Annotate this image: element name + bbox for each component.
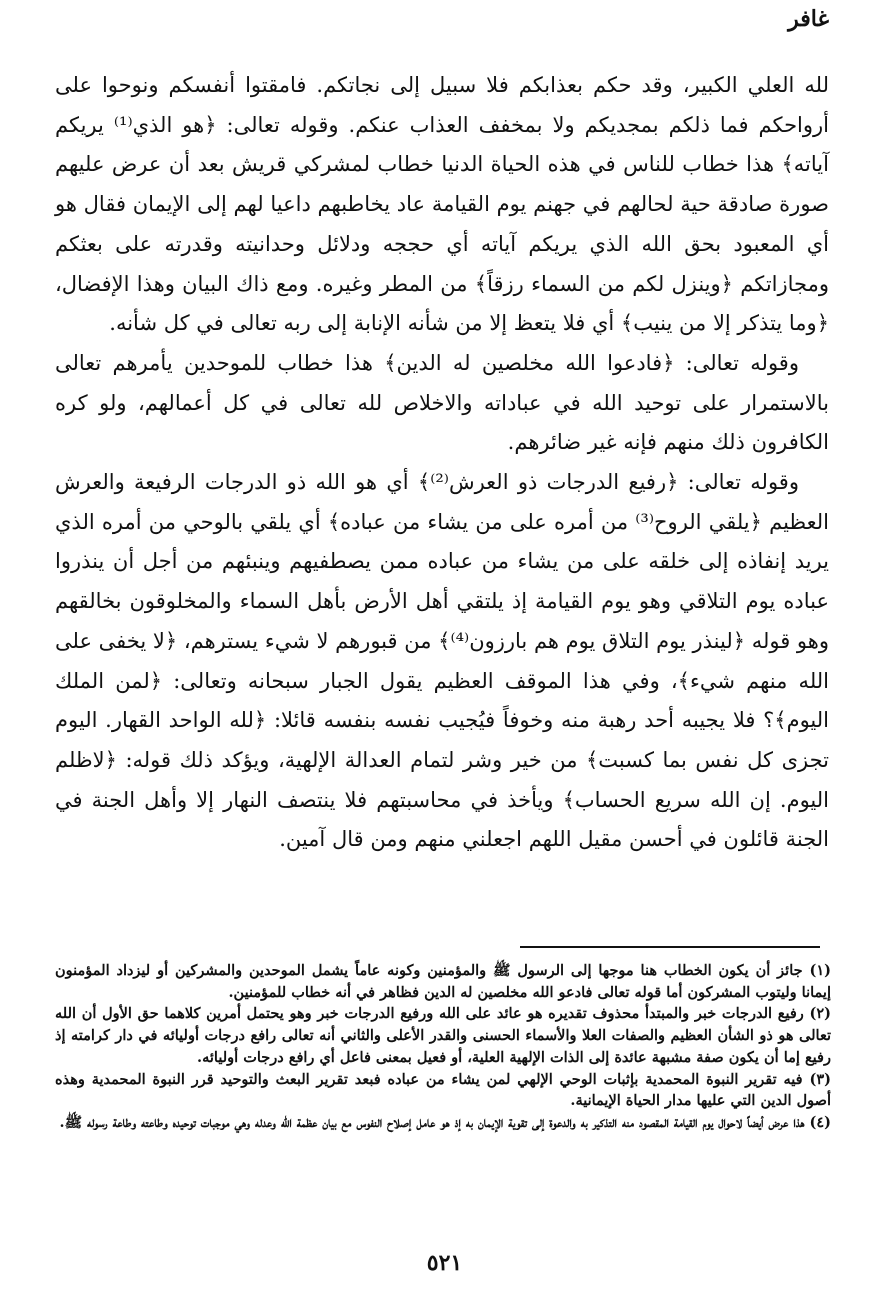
main-text [55,66,829,860]
page-number: ٥٢١ [426,1250,463,1276]
footnote-separator [520,946,820,948]
footnote-3: (٣) فيه تقرير النبوة المحمدية بإثبات الوحي الإلهي لمن يشاء من عباده فبعد تقرير البعث والتوحيد قرر النبوة المحمدية وهذه أصول الدين التي عليها مدار الحياة الإيمانية. [55,1070,831,1110]
running-header-surah-name: غافر [788,6,829,32]
paragraph-3: وقوله تعالى: ﴿رفيع الدرجات ذو العرش⁽²⁾﴾ أي هو الله ذو الدرجات الرفيعة والعرش العظيم ﴿يلقي الروح⁽³⁾ من أمره على من يشاء من عباده﴾ أي يلقي بالوحي من أمره الذي يريد إنفاذه إلى خلقه على من يشاء من عباده ممن يصطفيهم وينبئهم من أجل أن ينذروا عباده يوم التلاقي وهو يوم القيامة إذ يلتقي أهل الأرض بأهل السماء والمخلوقون بخالقهم وهو قوله ﴿لينذر يوم التلاق يوم هم بارزون⁽⁴⁾﴾ من قبورهم لا شيء يسترهم، ﴿لا يخفى على الله منهم شيء﴾، وفي هذا الموقف العظيم يقول الجبار سبحانه وتعالى: ﴿لمن الملك اليوم﴾؟ فلا يجيبه أحد رهبة منه وخوفاً فيُجيب نفسه بنفسه قائلا: ﴿لله الواحد القهار. اليوم تجزى كل نفس بما كسبت﴾ من خير وشر لتمام العدالة الإلهية، ويؤكد ذلك قوله: ﴿لاظلم اليوم. إن الله سريع الحساب﴾ ويأخذ في محاسبتهم فلا ينتصف النهار إلا وأهل الجنة في الجنة قائلون في أحسن مقيل اللهم اجعلني منهم ومن قال آمين. [55,470,830,852]
footnote-4: (٤) هذا عرض أيضاً لاحوال يوم القيامة المقصود منه التذكير به والدعوة إلى تقوية الإيمان به إذ هو عامل إصلاح النفوس مع بيان عظمة الله وعدله وهي موجبات توحيده وطاعته وطاعة رسوله ﷺ. [59,1113,831,1131]
footnote-2: (٢) رفيع الدرجات خبر والمبتدأ محذوف تقديره هو عائد على الله ورفيع الدرجات خبر وهو يحتمل أمرين كلاهما حق الأول أن الله تعالى هو ذو الشأن العظيم والصفات العلا والأسماء الحسنى والقدر الأعلى والثاني أنه تعالى رافع درجات أوليائه في دار كرامته إذ رفيع إما أن يكون صفة مشبهة عائدة إلى الذات الإلهية العلية، أو فعيل بمعنى فاعل أي رافع درجات أوليائه. [55,1005,831,1066]
paragraph-2: وقوله تعالى: ﴿فادعوا الله مخلصين له الدين﴾ هذا خطاب للموحدين يأمرهم تعالى بالاستمرار على توحيد الله في عباداته والاخلاص لله تعالى في كل أعمالهم، ولو كره الكافرون ذلك منهم فإنه غير ضائرهم. [55,350,829,455]
footnote-1: (١) جائز أن يكون الخطاب هنا موجها إلى الرسول ﷺ والمؤمنين وكونه عاماً يشمل الموحدين والمشركين أو ليزداد المؤمنون إيمانا وليتوب المشركون أما قوله تعالى فادعو الله مخلصين له الدين فظاهر في أنه خطاب للمؤمنين. [55,962,831,1001]
paragraph-1: لله العلي الكبير، وقد حكم بعذابكم فلا سبيل إلى نجاتكم. فامقتوا أنفسكم ونوحوا على أرواحكم فما ذلكم بمجديكم ولا بمخفف العذاب عنكم. وقوله تعالى: ﴿هو الذي⁽¹⁾ يريكم آياته﴾ هذا خطاب للناس في هذه الحياة الدنيا خطاب لمشركي قريش بعد أن عرض عليهم صورة صادقة حية لحالهم في جهنم يوم القيامة عاد يخاطبهم داعيا لهم إلى الإيمان فقال هو أي المعبود بحق الله الذي يريكم آياته أي حججه ودلائل وحدانيته وقدرته على بعثكم ومجازاتكم ﴿وينزل لكم من السماء رزقاً﴾ من المطر وغيره. ومع ذاك البيان وهذا الإفضال، ﴿وما يتذكر إلا من ينيب﴾ أي فلا يتعظ إلا من شأنه الإنابة إلى ربه تعالى في كل شأنه. [55,73,830,336]
footnotes [55,960,831,1134]
